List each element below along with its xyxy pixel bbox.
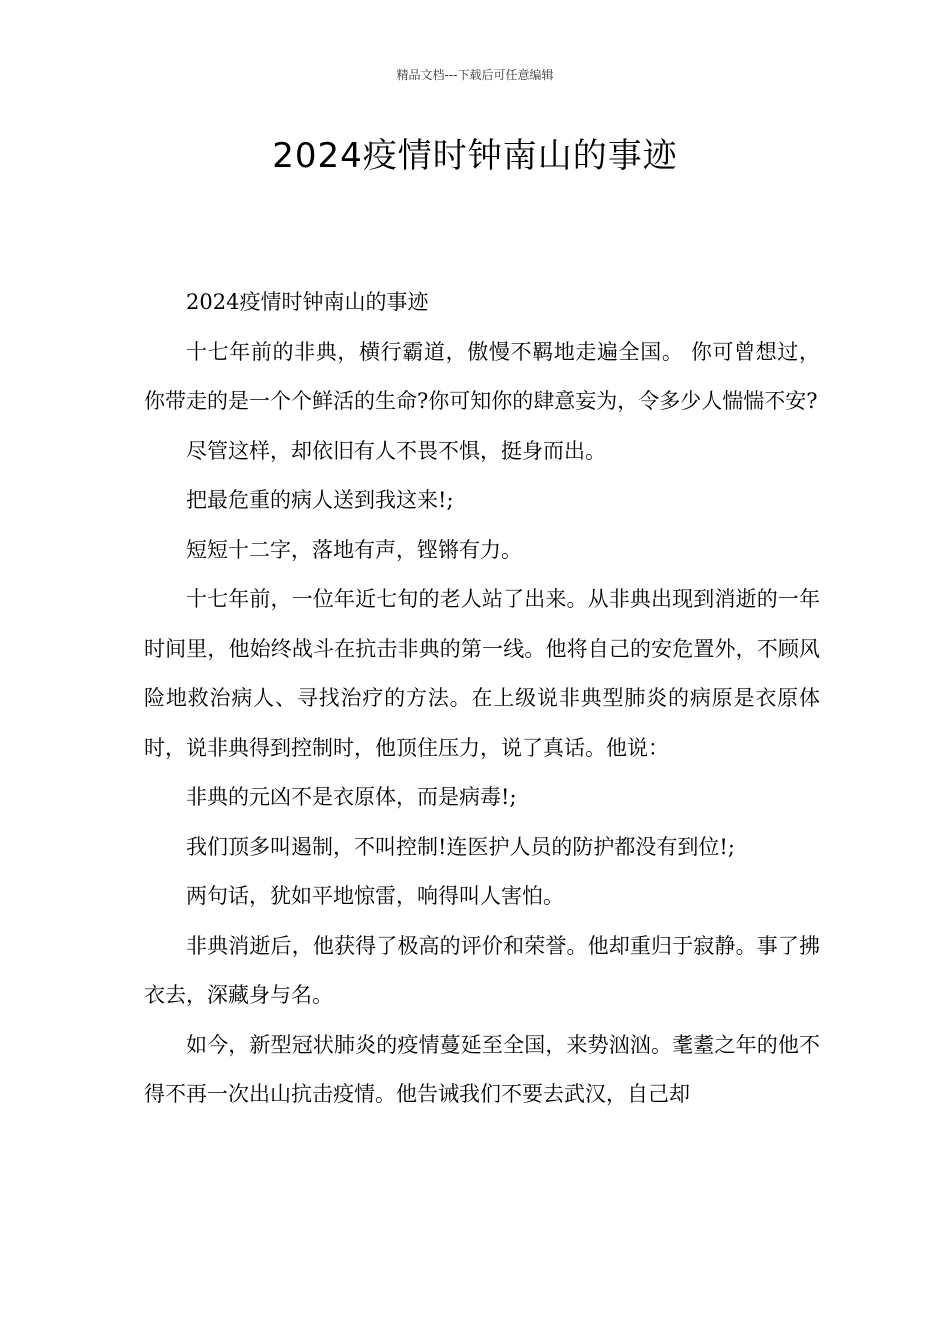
paragraph: 2024疫情时钟南山的事迹	[186, 290, 429, 314]
paragraph: 短短十二字，落地有声，铿锵有力。	[186, 537, 522, 562]
paragraph: 十七年前，一位年近七旬的老人站了出来。从非典出现到消逝的一年时间里，他始终战斗在抗击非典的第一线。他将自己的安危置外，不顾风险地救治病人、寻找治疗的方法。在上级说非典型肺炎的病原是衣原体时，说非典得到控制时，他顶住压力，说了真话。他说：	[144, 587, 820, 760]
paragraph: 十七年前的非典，横行霸道，傲慢不羁地走遍全国。 你可曾想过，你带走的是一个个鲜活的生命?你可知你的肆意妄为，令多少人惴惴不安?	[144, 339, 820, 413]
paragraph: 把最危重的病人送到我这来!;	[186, 488, 454, 512]
paragraph: 如今，新型冠状肺炎的疫情蔓延至全国，来势汹汹。耄耋之年的他不得不再一次出山抗击疫情。他告诫我们不要去武汉，自己却	[144, 1032, 820, 1106]
paragraph: 非典的元凶不是衣原体，而是病毒!;	[186, 785, 517, 809]
paragraph: 两句话，犹如平地惊雷，响得叫人害怕。	[186, 884, 564, 908]
document-body	[144, 278, 820, 1120]
header-note: 精品文档---下载后可任意编辑	[396, 68, 554, 82]
paragraph: 非典消逝后，他获得了极高的评价和荣誉。他却重归于寂静。事了拂衣去，深藏身与名。	[144, 933, 820, 1007]
paragraph: 尽管这样，却依旧有人不畏不惧，挺身而出。	[186, 438, 606, 463]
document-title: 2024疫情时钟南山的事迹	[272, 136, 678, 176]
paragraph: 我们顶多叫遏制，不叫控制!连医护人员的防护都没有到位!;	[186, 834, 735, 859]
